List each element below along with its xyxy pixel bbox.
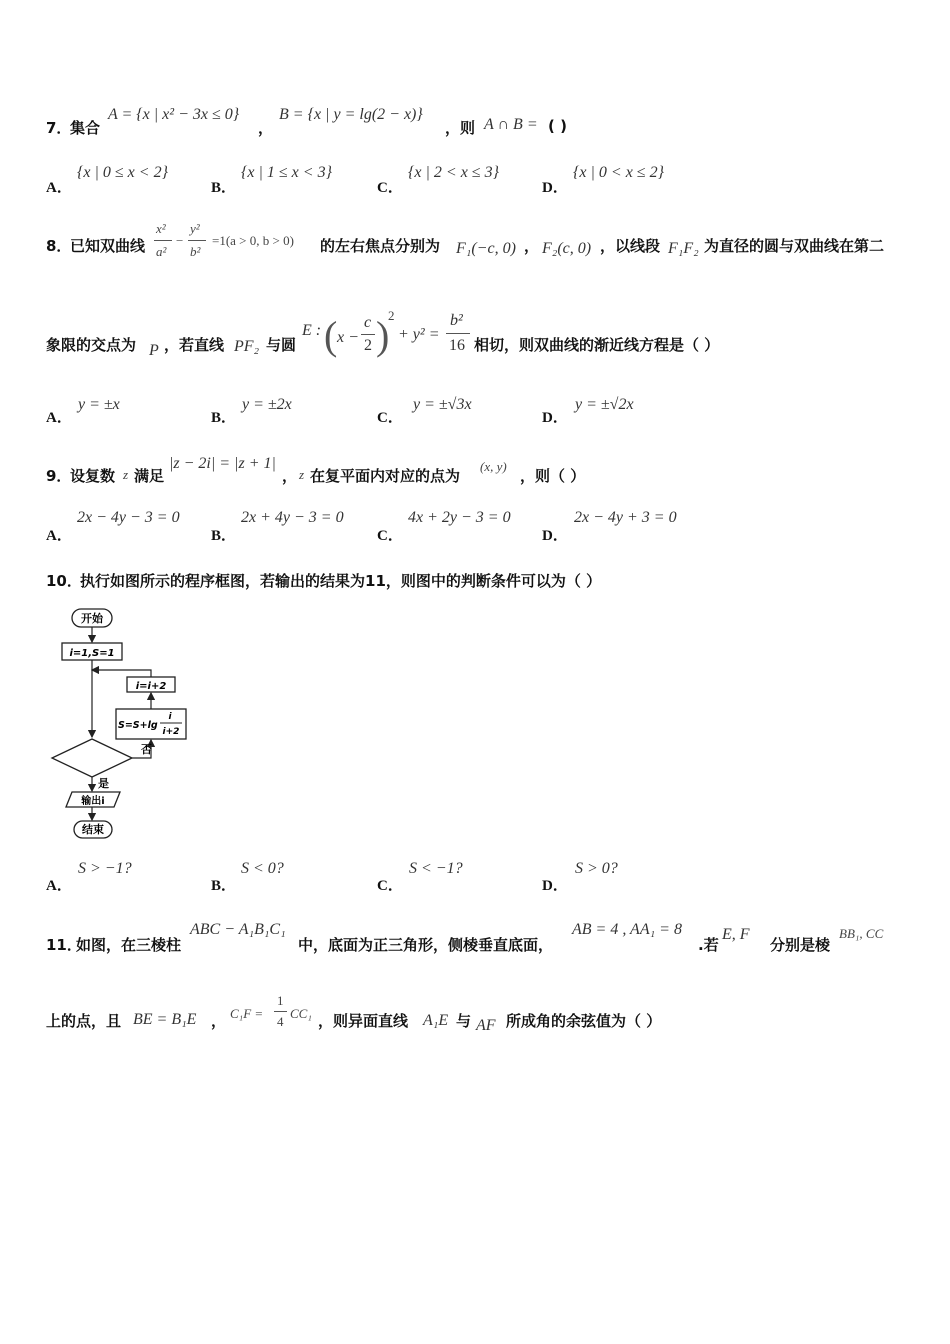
q10-option-d-text[interactable]: S > 0? [575,860,618,877]
flow-start-label: 开始 [81,612,103,625]
q11-text-1: 中，底面为正三角形，侧棱垂直底面， [298,936,554,954]
q8-circle-lparen: ( [324,313,338,358]
flow-end-label: 结束 [82,823,104,836]
q11-number: 11． [46,936,82,954]
q7-option-a-text[interactable]: {x | 0 ≤ x < 2} [77,164,168,181]
q8-circle-frac-bar [361,334,375,335]
q11-text-6: 与 [456,1012,472,1030]
q7-number: 7． [46,119,72,137]
q7-tail: ，则 [445,119,476,137]
q7-option-c-text[interactable]: {x | 2 < x ≤ 3} [408,164,499,181]
q8-eq-rhs: =1(a > 0, b > 0) [212,233,294,248]
q8-text-4: 象限的交点为 [46,336,137,354]
q7-set-a: A = {x | x² − 3x ≤ 0} [108,106,240,123]
q9-option-c-label[interactable]: C． [377,528,403,544]
q11-text-4: 上的点，且 [46,1012,122,1030]
q8-lead: 已知双曲线 [70,237,146,255]
q11-ef: E, F [722,926,750,943]
q11-text-5: ，则异面直线 [318,1012,409,1030]
q8-text-3: 为直径的圆与双曲线在第二 [704,237,885,255]
q8-text-1: 的左右焦点分别为 [320,237,441,255]
q11-c1f-rhs: CC₁ [290,1006,312,1021]
q9-text-2: ， [282,467,298,485]
flow-init-label: i=1,S=1 [69,648,115,659]
q8-text-6: 与圆 [266,336,297,354]
q8-circle-2: 2 [364,337,372,354]
q11-comma: ， [211,1012,227,1030]
flow-frac-num: i [168,712,172,722]
q7-comma: ， [258,119,274,137]
q9-condition: |z − 2i| = |z + 1| [169,455,276,472]
flow-decision-node [52,739,132,777]
q8-circle-16: 16 [449,337,465,354]
q11-prism: ABC − A₁B₁C₁ [190,921,286,938]
flow-step-i-label: i=i+2 [135,681,167,692]
q7-option-a-label[interactable]: A． [46,180,72,196]
q8-option-a-text[interactable]: y = ±x [78,396,120,413]
q7-option-c-label[interactable]: C． [377,180,403,196]
q9-option-d-label[interactable]: D． [542,528,568,544]
q7-expr: A ∩ B = [484,116,538,133]
q8-frac-bar-2 [188,240,206,241]
q7-set-b: B = {x | y = lg(2 − x)} [279,106,423,123]
q11-a1e: A₁E [423,1012,449,1029]
q11-frac-bar [274,1011,287,1012]
q8-eq-minus: − [176,233,184,248]
q8-text-5: ，若直线 [164,336,225,354]
q8-circle-x: x − [337,329,359,346]
q8-frac-bar-1 [154,240,172,241]
q11-c1f-den: 4 [277,1014,284,1029]
q9-z2: z [299,467,305,482]
q9-text-1: 满足 [134,467,165,485]
flow-output-label: 输出i [81,796,105,807]
q7-option-b-text[interactable]: {x | 1 ≤ x < 3} [241,164,332,181]
q10-option-d-label[interactable]: D． [542,878,568,894]
q8-option-d-label[interactable]: D． [542,410,568,426]
q8-eq-den-b: b² [190,244,201,259]
q10-option-b-label[interactable]: B． [211,878,237,894]
q8-point-p: P [149,342,159,359]
q11-be: BE = B₁E [133,1011,197,1028]
q8-option-a-label[interactable]: A． [46,410,72,426]
q11-text-7: 所成角的余弦值为（ ） [506,1012,662,1030]
q8-circle-y: + y² = [398,326,440,343]
q8-text-2: ，以线段 [600,237,661,255]
q9-z: z [123,467,129,482]
q8-eq-num-x: x² [156,221,166,236]
q10-number: 10． [46,572,82,590]
q8-circle-frac-bar-2 [446,333,470,334]
flow-yes-label: 是 [98,777,109,790]
q8-eq-den-a: a² [156,244,167,259]
flow-no-label: 否 [141,743,152,756]
q10-option-a-text[interactable]: S > −1? [78,860,132,877]
q9-option-b-text[interactable]: 2x + 4y − 3 = 0 [241,509,344,526]
q11-af: AF [476,1017,496,1034]
q10-option-a-label[interactable]: A． [46,878,72,894]
flow-frac-den: i+2 [162,727,180,737]
q9-text-4: ，则（ ） [520,467,586,485]
q8-comma: ， [524,237,540,255]
q11-text-3: 分别是棱 [770,936,831,954]
q8-circle-rparen: ) [376,313,390,358]
q10-option-b-text[interactable]: S < 0? [241,860,284,877]
q8-option-b-label[interactable]: B． [211,410,237,426]
q11-c1f-num: 1 [277,993,284,1008]
q10-option-c-label[interactable]: C． [377,878,403,894]
q7-option-b-label[interactable]: B． [211,180,237,196]
q8-pf2: PF₂ [234,338,260,355]
q8-circle-c: c [364,314,372,331]
q9-lead: 设复数 [70,467,116,485]
q8-circle-square: 2 [388,308,395,323]
q9-option-a-text[interactable]: 2x − 4y − 3 = 0 [77,509,180,526]
q7-option-d-label[interactable]: D． [542,180,568,196]
q11-lead: 如图，在三棱柱 [76,936,182,954]
q8-option-d-text[interactable]: y = ±√2x [575,396,634,413]
flow-step-s-label: S=S+lg [118,720,158,731]
q11-edges: BB₁, CC [839,926,884,941]
q8-option-c-label[interactable]: C． [377,410,403,426]
q9-point: (x, y) [480,459,507,474]
q9-option-b-label[interactable]: B． [211,528,237,544]
q8-text-7: 相切，则双曲线的渐近线方程是（ ） [474,336,720,354]
q8-f1f2: F₁F₂ [668,240,699,257]
q8-number: 8． [46,237,72,255]
q9-option-d-text[interactable]: 2x − 4y + 3 = 0 [574,509,677,526]
q11-text-2: .若 [698,936,719,954]
q8-option-b-text[interactable]: y = ±2x [242,396,292,413]
q10-text: 执行如图所示的程序框图，若输出的结果为11，则图中的判断条件可以为（ ） [80,572,602,590]
flowchart-diagram [46,603,216,841]
q9-option-c-text[interactable]: 4x + 2y − 3 = 0 [408,509,511,526]
q7-paren: ( ) [548,117,567,135]
q11-c1f-lhs: C₁F = [230,1006,264,1021]
q7-option-d-text[interactable]: {x | 0 < x ≤ 2} [573,164,664,181]
q8-circle-b: b² [450,312,463,329]
q8-circle-lhs: E : [302,322,322,339]
q8-option-c-text[interactable]: y = ±√3x [413,396,472,413]
q10-option-c-text[interactable]: S < −1? [409,860,463,877]
q11-ab: AB = 4 , AA₁ = 8 [572,921,682,938]
q9-text-3: 在复平面内对应的点为 [310,467,461,485]
q9-number: 9． [46,467,72,485]
q8-eq-num-y: y² [190,221,200,236]
q7-lead: 集合 [70,119,101,137]
q8-f2: F₂(c, 0) [542,240,592,257]
q8-f1: F₁(−c, 0) [456,240,516,257]
q9-option-a-label[interactable]: A． [46,528,72,544]
